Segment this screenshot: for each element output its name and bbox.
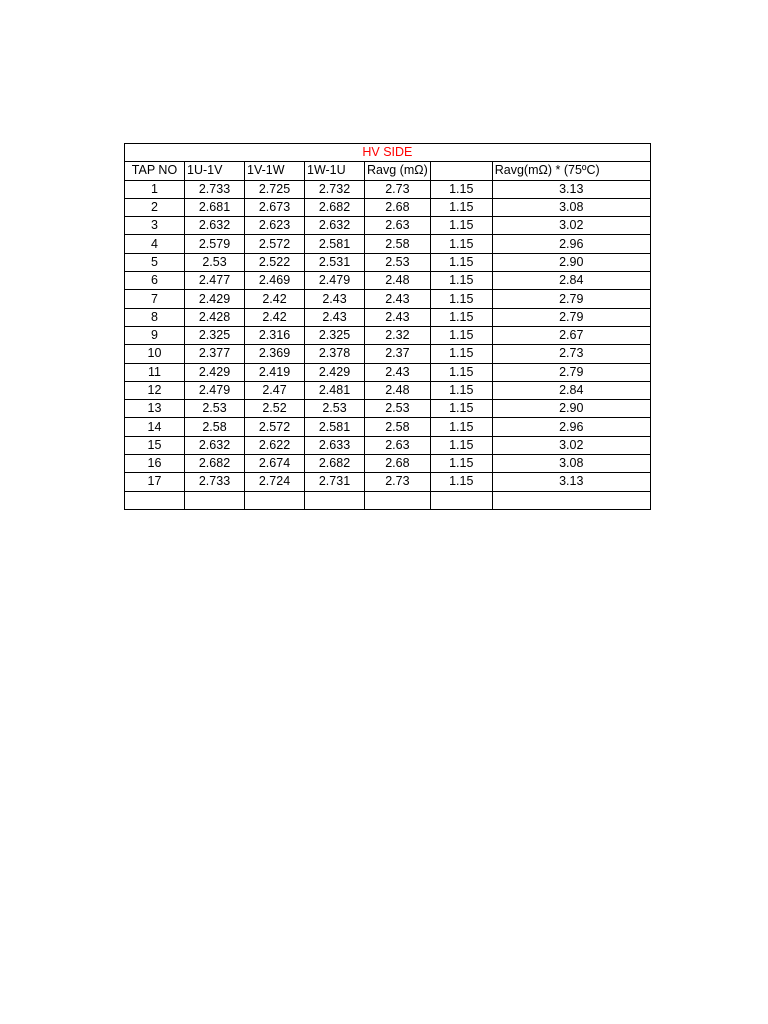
- table-row: [125, 381, 651, 399]
- cell-1v-1w: 2.42: [245, 308, 305, 326]
- cell-ravg-75c: 3.08: [492, 198, 650, 216]
- table-row: [125, 326, 651, 344]
- table-row: [125, 308, 651, 326]
- cell-1u-1v: 2.579: [185, 235, 245, 253]
- cell-tap-no: 15: [125, 436, 185, 454]
- cell-1w-1u: 2.479: [305, 272, 365, 290]
- cell-tap-no: 7: [125, 290, 185, 308]
- header-ravg: Ravg (mΩ): [365, 162, 431, 180]
- cell-factor: 1.15: [430, 308, 492, 326]
- cell-ravg: 2.43: [365, 290, 431, 308]
- cell-tap-no: 13: [125, 400, 185, 418]
- cell-ravg: [365, 491, 431, 509]
- cell-1v-1w: 2.522: [245, 253, 305, 271]
- cell-factor: 1.15: [430, 345, 492, 363]
- cell-factor: [430, 491, 492, 509]
- cell-ravg-75c: 2.67: [492, 326, 650, 344]
- cell-1u-1v: [185, 491, 245, 509]
- cell-ravg: 2.43: [365, 363, 431, 381]
- cell-factor: 1.15: [430, 198, 492, 216]
- table-row: [125, 272, 651, 290]
- table-row: [125, 400, 651, 418]
- cell-tap-no: 1: [125, 180, 185, 198]
- table-row: [125, 235, 651, 253]
- cell-tap-no: 14: [125, 418, 185, 436]
- cell-tap-no: 17: [125, 473, 185, 491]
- cell-1w-1u: 2.43: [305, 308, 365, 326]
- cell-factor: 1.15: [430, 418, 492, 436]
- cell-1w-1u: [305, 491, 365, 509]
- cell-tap-no: 3: [125, 217, 185, 235]
- table-row: [125, 290, 651, 308]
- table-row: [125, 363, 651, 381]
- cell-ravg-75c: 3.02: [492, 217, 650, 235]
- cell-ravg-75c: 3.02: [492, 436, 650, 454]
- header-1w-1u: 1W-1U: [305, 162, 365, 180]
- cell-1v-1w: 2.572: [245, 418, 305, 436]
- cell-ravg-75c: 2.90: [492, 400, 650, 418]
- table-row: [125, 455, 651, 473]
- cell-tap-no: 8: [125, 308, 185, 326]
- cell-1v-1w: 2.674: [245, 455, 305, 473]
- cell-tap-no: 12: [125, 381, 185, 399]
- table-title: HV SIDE: [125, 144, 651, 162]
- hv-side-resistance-table: [124, 143, 651, 510]
- cell-1w-1u: 2.632: [305, 217, 365, 235]
- cell-ravg-75c: 3.08: [492, 455, 650, 473]
- header-tap-no: TAP NO: [125, 162, 185, 180]
- cell-1v-1w: 2.572: [245, 235, 305, 253]
- header-1v-1w: 1V-1W: [245, 162, 305, 180]
- cell-factor: 1.15: [430, 381, 492, 399]
- cell-1u-1v: 2.377: [185, 345, 245, 363]
- header-1u-1v: 1U-1V: [185, 162, 245, 180]
- cell-1v-1w: 2.52: [245, 400, 305, 418]
- cell-ravg-75c: 2.79: [492, 308, 650, 326]
- cell-ravg: 2.48: [365, 272, 431, 290]
- cell-ravg-75c: 3.13: [492, 180, 650, 198]
- cell-ravg-75c: 2.96: [492, 418, 650, 436]
- cell-1v-1w: 2.673: [245, 198, 305, 216]
- cell-factor: 1.15: [430, 326, 492, 344]
- cell-factor: 1.15: [430, 253, 492, 271]
- cell-1v-1w: [245, 491, 305, 509]
- cell-1u-1v: 2.733: [185, 180, 245, 198]
- cell-ravg: 2.63: [365, 436, 431, 454]
- cell-tap-no: 16: [125, 455, 185, 473]
- cell-1v-1w: 2.724: [245, 473, 305, 491]
- cell-1u-1v: 2.53: [185, 253, 245, 271]
- cell-1w-1u: 2.581: [305, 418, 365, 436]
- cell-tap-no: 6: [125, 272, 185, 290]
- table-row: [125, 217, 651, 235]
- header-ravg-75c: Ravg(mΩ) * (75ºC): [492, 162, 650, 180]
- cell-ravg-75c: [492, 491, 650, 509]
- cell-ravg-75c: 2.73: [492, 345, 650, 363]
- cell-1u-1v: 2.632: [185, 217, 245, 235]
- cell-1v-1w: 2.622: [245, 436, 305, 454]
- cell-1w-1u: 2.43: [305, 290, 365, 308]
- cell-1v-1w: 2.42: [245, 290, 305, 308]
- cell-ravg: 2.37: [365, 345, 431, 363]
- cell-1v-1w: 2.47: [245, 381, 305, 399]
- cell-1v-1w: 2.419: [245, 363, 305, 381]
- cell-ravg-75c: 2.84: [492, 381, 650, 399]
- cell-ravg: 2.63: [365, 217, 431, 235]
- cell-1w-1u: 2.429: [305, 363, 365, 381]
- cell-1v-1w: 2.623: [245, 217, 305, 235]
- cell-1w-1u: 2.325: [305, 326, 365, 344]
- cell-factor: 1.15: [430, 473, 492, 491]
- cell-1u-1v: 2.58: [185, 418, 245, 436]
- cell-1w-1u: 2.53: [305, 400, 365, 418]
- cell-1w-1u: 2.378: [305, 345, 365, 363]
- cell-factor: 1.15: [430, 272, 492, 290]
- cell-1w-1u: 2.633: [305, 436, 365, 454]
- table-row: [125, 180, 651, 198]
- cell-factor: 1.15: [430, 455, 492, 473]
- cell-1u-1v: 2.479: [185, 381, 245, 399]
- cell-1u-1v: 2.429: [185, 363, 245, 381]
- cell-tap-no: 9: [125, 326, 185, 344]
- cell-1u-1v: 2.429: [185, 290, 245, 308]
- cell-1v-1w: 2.316: [245, 326, 305, 344]
- cell-tap-no: 4: [125, 235, 185, 253]
- cell-1w-1u: 2.531: [305, 253, 365, 271]
- cell-tap-no: [125, 491, 185, 509]
- table-row: [125, 198, 651, 216]
- cell-ravg-75c: 3.13: [492, 473, 650, 491]
- cell-ravg: 2.32: [365, 326, 431, 344]
- cell-1w-1u: 2.581: [305, 235, 365, 253]
- cell-factor: 1.15: [430, 436, 492, 454]
- cell-1v-1w: 2.369: [245, 345, 305, 363]
- cell-ravg: 2.48: [365, 381, 431, 399]
- cell-ravg-75c: 2.84: [492, 272, 650, 290]
- cell-1u-1v: 2.733: [185, 473, 245, 491]
- cell-1u-1v: 2.325: [185, 326, 245, 344]
- cell-ravg-75c: 2.79: [492, 363, 650, 381]
- table-row: [125, 491, 651, 509]
- cell-factor: 1.15: [430, 400, 492, 418]
- cell-factor: 1.15: [430, 217, 492, 235]
- cell-tap-no: 11: [125, 363, 185, 381]
- cell-1u-1v: 2.682: [185, 455, 245, 473]
- cell-1v-1w: 2.725: [245, 180, 305, 198]
- cell-1w-1u: 2.481: [305, 381, 365, 399]
- cell-ravg-75c: 2.96: [492, 235, 650, 253]
- cell-ravg: 2.68: [365, 455, 431, 473]
- cell-ravg: 2.53: [365, 253, 431, 271]
- cell-1u-1v: 2.428: [185, 308, 245, 326]
- cell-1w-1u: 2.682: [305, 198, 365, 216]
- cell-factor: 1.15: [430, 363, 492, 381]
- cell-tap-no: 10: [125, 345, 185, 363]
- table-row: [125, 345, 651, 363]
- cell-1w-1u: 2.732: [305, 180, 365, 198]
- cell-1u-1v: 2.477: [185, 272, 245, 290]
- cell-ravg: 2.73: [365, 473, 431, 491]
- cell-1w-1u: 2.682: [305, 455, 365, 473]
- cell-ravg: 2.58: [365, 235, 431, 253]
- cell-ravg: 2.73: [365, 180, 431, 198]
- table-header-row: [125, 162, 651, 180]
- cell-1v-1w: 2.469: [245, 272, 305, 290]
- cell-factor: 1.15: [430, 290, 492, 308]
- cell-ravg-75c: 2.79: [492, 290, 650, 308]
- cell-ravg: 2.43: [365, 308, 431, 326]
- cell-ravg: 2.58: [365, 418, 431, 436]
- table-row: [125, 418, 651, 436]
- cell-1u-1v: 2.53: [185, 400, 245, 418]
- cell-factor: 1.15: [430, 180, 492, 198]
- cell-tap-no: 5: [125, 253, 185, 271]
- header-factor: [430, 162, 492, 180]
- table-title-row: [125, 144, 651, 162]
- cell-1w-1u: 2.731: [305, 473, 365, 491]
- cell-ravg: 2.68: [365, 198, 431, 216]
- cell-tap-no: 2: [125, 198, 185, 216]
- cell-1u-1v: 2.681: [185, 198, 245, 216]
- cell-factor: 1.15: [430, 235, 492, 253]
- table-row: [125, 436, 651, 454]
- table-row: [125, 253, 651, 271]
- cell-ravg: 2.53: [365, 400, 431, 418]
- table-row: [125, 473, 651, 491]
- cell-ravg-75c: 2.90: [492, 253, 650, 271]
- cell-1u-1v: 2.632: [185, 436, 245, 454]
